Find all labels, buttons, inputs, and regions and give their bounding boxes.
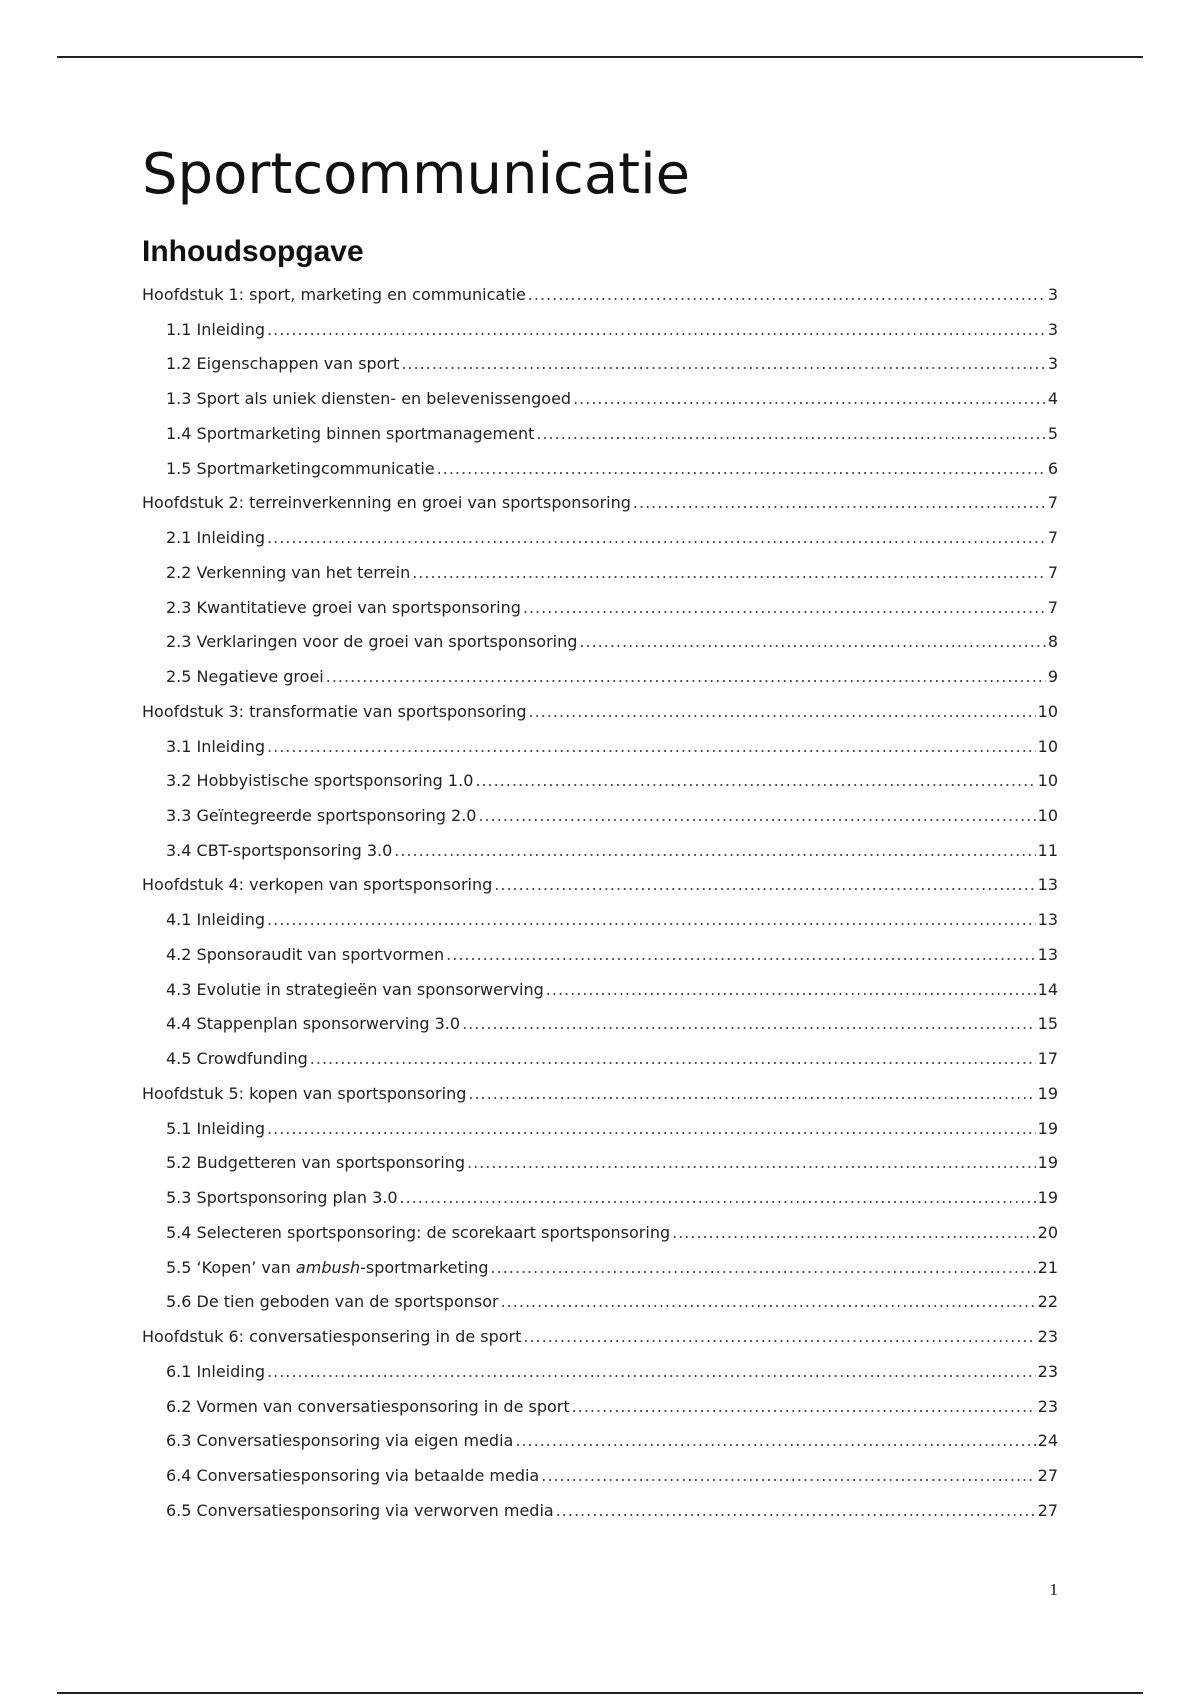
- toc-page-number: 19: [1037, 1083, 1058, 1103]
- toc-dot-leader: [462, 1007, 1036, 1042]
- toc-dot-leader: [401, 347, 1045, 382]
- toc-section-2-5[interactable]: [142, 660, 1058, 695]
- toc-entry-label: 2.5 Negatieve groei: [166, 667, 324, 687]
- toc-entry-label: 4.5 Crowdfunding: [166, 1049, 308, 1069]
- toc-page-number: 10: [1037, 771, 1058, 791]
- toc-label-prefix: 5.5 ‘Kopen’ van: [166, 1257, 296, 1277]
- page-number: 1: [1049, 1580, 1058, 1599]
- toc-page-number: 7: [1047, 562, 1058, 582]
- toc-dot-leader: [536, 417, 1045, 452]
- toc-entry-label: 2.2 Verkenning van het terrein: [166, 562, 411, 582]
- toc-page-number: 21: [1037, 1257, 1058, 1277]
- toc-page-number: 20: [1037, 1222, 1058, 1242]
- toc-dot-leader: [267, 521, 1046, 556]
- toc-page-number: 23: [1037, 1396, 1058, 1416]
- toc-chapter-1[interactable]: [142, 278, 1058, 313]
- toc-section-4-1[interactable]: [142, 903, 1058, 938]
- toc-entry-label: 1.1 Inleiding: [166, 319, 266, 339]
- toc-entry-label: Hoofdstuk 5: kopen van sportsponsoring: [142, 1083, 467, 1103]
- toc-dot-leader: [523, 1320, 1035, 1355]
- toc-section-6-1[interactable]: [142, 1355, 1058, 1390]
- toc-page-number: 10: [1037, 736, 1058, 756]
- toc-dot-leader: [475, 764, 1035, 799]
- toc-page-number: 22: [1037, 1292, 1058, 1312]
- toc-chapter-4[interactable]: [142, 868, 1058, 903]
- toc-entry-label: 2.3 Kwantitatieve groei van sportsponsoring: [166, 597, 521, 617]
- toc-dot-leader: [541, 1459, 1035, 1494]
- toc-entry-label: 3.1 Inleiding: [166, 736, 266, 756]
- toc-dot-leader: [437, 452, 1046, 487]
- toc-entry-label: 4.4 Stappenplan sponsorwerving 3.0: [166, 1014, 461, 1034]
- toc-section-3-4[interactable]: [142, 834, 1058, 869]
- toc-dot-leader: [579, 625, 1045, 660]
- footer-rule: [57, 1692, 1143, 1694]
- toc-entry-label: 4.2 Sponsoraudit van sportvormen: [166, 944, 445, 964]
- toc-dot-leader: [572, 1390, 1036, 1425]
- toc-page-number: 19: [1037, 1153, 1058, 1173]
- toc-page-number: 13: [1037, 875, 1058, 895]
- toc-dot-leader: [467, 1146, 1036, 1181]
- toc-section-6-3[interactable]: [142, 1424, 1058, 1459]
- toc-entry-label: 6.4 Conversatiesponsoring via betaalde media: [166, 1465, 540, 1485]
- toc-entry-label: 4.1 Inleiding: [166, 910, 266, 930]
- toc-dot-leader: [546, 973, 1036, 1008]
- toc-section-6-4[interactable]: [142, 1459, 1058, 1494]
- toc-page-number: 9: [1047, 667, 1058, 687]
- toc-page-number: 3: [1047, 285, 1058, 304]
- toc-section-2-3b[interactable]: [142, 625, 1058, 660]
- toc-section-1-4[interactable]: [142, 417, 1058, 452]
- toc-dot-leader: [267, 730, 1036, 765]
- toc-dot-leader: [267, 903, 1036, 938]
- toc-entry-label: 3.4 CBT-sportsponsoring 3.0: [166, 840, 393, 860]
- toc-section-2-1[interactable]: [142, 521, 1058, 556]
- toc-section-5-1[interactable]: [142, 1112, 1058, 1147]
- toc-dot-leader: [267, 1355, 1036, 1390]
- toc-section-3-3[interactable]: [142, 799, 1058, 834]
- toc-page-number: 10: [1037, 701, 1058, 721]
- toc-dot-leader: [529, 695, 1036, 730]
- toc-page-number: 4: [1047, 389, 1058, 409]
- toc-entry-label: 6.5 Conversatiesponsoring via verworven media: [166, 1500, 554, 1520]
- toc-section-1-2[interactable]: [142, 347, 1058, 382]
- toc-entry-label: 6.2 Vormen van conversatiesponsoring in de sport: [166, 1396, 570, 1416]
- toc-dot-leader: [515, 1424, 1035, 1459]
- toc-section-2-2[interactable]: [142, 556, 1058, 591]
- toc-label-emphasis: ambush: [295, 1257, 361, 1277]
- toc-label-suffix: -sportmarketing: [360, 1257, 489, 1277]
- toc-dot-leader: [267, 313, 1046, 348]
- toc-dot-leader: [468, 1077, 1035, 1112]
- toc-entry-label: 6.1 Inleiding: [166, 1361, 266, 1381]
- toc-dot-leader: [672, 1216, 1036, 1251]
- toc-entry-label: 2.3 Verklaringen voor de groei van sportsponsoring: [166, 632, 578, 652]
- toc-page-number: 7: [1047, 493, 1058, 513]
- toc-entry-label: 5.1 Inleiding: [166, 1118, 266, 1138]
- toc-section-5-5[interactable]: [142, 1251, 1058, 1286]
- toc-chapter-5[interactable]: [142, 1077, 1058, 1112]
- toc-page-number: 3: [1047, 354, 1058, 374]
- toc-dot-leader: [556, 1494, 1036, 1529]
- toc-chapter-3[interactable]: [142, 695, 1058, 730]
- toc-entry-label: 6.3 Conversatiesponsoring via eigen media: [166, 1431, 514, 1451]
- document-title: Sportcommunicatie: [142, 142, 691, 207]
- toc-page-number: 14: [1037, 979, 1058, 999]
- toc-section-5-4[interactable]: [142, 1216, 1058, 1251]
- toc-entry-label: 3.2 Hobbyistische sportsponsoring 1.0: [166, 771, 474, 791]
- toc-entry-label: Hoofdstuk 2: terreinverkenning en groei van sportsponsoring: [142, 493, 631, 513]
- toc-dot-leader: [267, 1112, 1036, 1147]
- toc-dot-leader: [326, 660, 1046, 695]
- toc-section-5-2[interactable]: [142, 1146, 1058, 1181]
- toc-chapter-6[interactable]: [142, 1320, 1058, 1355]
- toc-section-2-3[interactable]: [142, 591, 1058, 626]
- toc-page-number: 19: [1037, 1188, 1058, 1208]
- toc-entry-label: 5.3 Sportsponsoring plan 3.0: [166, 1188, 398, 1208]
- toc-entry-label: 1.5 Sportmarketingcommunicatie: [166, 458, 435, 478]
- toc-section-4-4[interactable]: [142, 1007, 1058, 1042]
- toc-entry-label: 1.4 Sportmarketing binnen sportmanagement: [166, 423, 535, 443]
- toc-page-number: 7: [1047, 528, 1058, 548]
- toc-entry-label: 5.6 De tien geboden van de sportsponsor: [166, 1292, 499, 1312]
- toc-page-number: 23: [1037, 1361, 1058, 1381]
- toc-page-number: 7: [1047, 597, 1058, 617]
- toc-dot-leader: [394, 834, 1035, 869]
- toc-section-5-6[interactable]: [142, 1285, 1058, 1320]
- toc-dot-leader: [573, 382, 1046, 417]
- toc-dot-leader: [491, 1251, 1036, 1286]
- toc-section-1-1[interactable]: [142, 313, 1058, 348]
- toc-entry-label: 5.4 Selecteren sportsponsoring: de scorekaart sportsponsoring: [166, 1222, 671, 1242]
- toc-section-1-3[interactable]: [142, 382, 1058, 417]
- toc-entry-label: 2.1 Inleiding: [166, 528, 266, 548]
- toc-dot-leader: [310, 1042, 1036, 1077]
- toc-page-number: 17: [1037, 1049, 1058, 1069]
- toc-entry-label: 4.3 Evolutie in strategieën van sponsorwerving: [166, 979, 544, 999]
- toc-entry-label: Hoofdstuk 1: sport, marketing en communicatie: [142, 285, 526, 304]
- toc-section-1-5[interactable]: [142, 452, 1058, 487]
- toc-dot-leader: [412, 556, 1046, 591]
- toc-dot-leader: [501, 1285, 1036, 1320]
- toc-entry-label: Hoofdstuk 3: transformatie van sportsponsoring: [142, 701, 527, 721]
- toc-page-number: 27: [1037, 1465, 1058, 1485]
- toc-page-number: 15: [1037, 1014, 1058, 1034]
- toc-dot-leader: [478, 799, 1035, 834]
- toc-section-5-3[interactable]: [142, 1181, 1058, 1216]
- toc-dot-leader: [633, 486, 1046, 521]
- toc-entry-label: Hoofdstuk 4: verkopen van sportsponsoring: [142, 875, 493, 895]
- toc-page-number: 27: [1037, 1500, 1058, 1520]
- toc-entry-label: [166, 1251, 489, 1286]
- toc-entry-label: Hoofdstuk 6: conversatiesponsering in de sport: [142, 1327, 522, 1347]
- toc-section-6-5[interactable]: [142, 1494, 1058, 1529]
- toc-dot-leader: [523, 591, 1046, 626]
- toc-entry-label: 1.3 Sport als uniek diensten- en belevenissengoed: [166, 389, 572, 409]
- toc-dot-leader: [446, 938, 1036, 973]
- toc-page-number: 5: [1047, 423, 1058, 443]
- toc-page-number: 10: [1037, 806, 1058, 826]
- toc-page-number: 24: [1037, 1431, 1058, 1451]
- toc-page-number: 13: [1037, 944, 1058, 964]
- toc-section-3-1[interactable]: [142, 730, 1058, 765]
- toc-page-number: 8: [1047, 632, 1058, 652]
- toc-heading: Inhoudsopgave: [142, 235, 364, 268]
- toc-entry-label: 1.2 Eigenschappen van sport: [166, 354, 400, 374]
- toc-section-4-5[interactable]: [142, 1042, 1058, 1077]
- toc-section-4-3[interactable]: [142, 973, 1058, 1008]
- toc-page-number: 3: [1047, 319, 1058, 339]
- header-rule: [57, 56, 1143, 58]
- toc-entry-label: 3.3 Geïntegreerde sportsponsoring 2.0: [166, 806, 477, 826]
- toc-page-number: 6: [1047, 458, 1058, 478]
- toc-chapter-2[interactable]: [142, 486, 1058, 521]
- toc-section-6-2[interactable]: [142, 1390, 1058, 1425]
- toc-section-4-2[interactable]: [142, 938, 1058, 973]
- toc-page-number: 19: [1037, 1118, 1058, 1138]
- toc-page-number: 11: [1037, 840, 1058, 860]
- toc-page-number: 13: [1037, 910, 1058, 930]
- toc-section-3-2[interactable]: [142, 764, 1058, 799]
- toc-dot-leader: [528, 278, 1046, 313]
- toc-dot-leader: [494, 868, 1035, 903]
- toc-dot-leader: [400, 1181, 1036, 1216]
- table-of-contents: [142, 278, 1058, 1528]
- toc-page-number: 23: [1037, 1327, 1058, 1347]
- toc-entry-label: 5.2 Budgetteren van sportsponsoring: [166, 1153, 465, 1173]
